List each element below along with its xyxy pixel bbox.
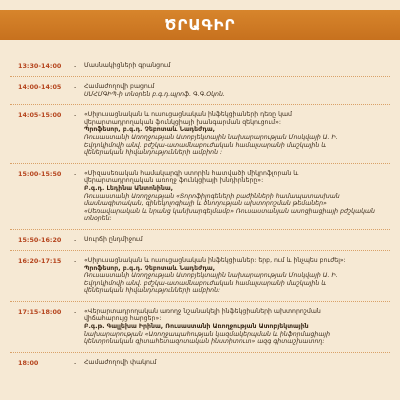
dash-marker: - (74, 62, 77, 70)
description-line: «Սիլուսացնական և ուսուցացնական ինֆեկցիաներ: երբ, ում և ինչպես բուժել»: (84, 256, 346, 264)
title-banner (0, 10, 400, 40)
schedule-description (84, 359, 390, 367)
dash-marker: - (74, 83, 77, 91)
schedule-time: 14:05-15:00 (18, 111, 62, 120)
schedule-row (0, 236, 400, 244)
description-line: Ռուսաստանի Առողջության Ատոբյեկտային նախարարության Մոսկվայի Ա. Ի. (84, 133, 338, 141)
schedule-time: 15:50-16:20 (18, 235, 62, 244)
description-line: Եվդոկիմովի անվ. բժշկա-ատամնաբուժական համալսարանի մաշկային և (84, 279, 327, 287)
description-line: վիճահարույց հարցեր»: (84, 315, 162, 323)
row-divider (10, 163, 390, 164)
schedule-row (0, 257, 400, 295)
dash-marker: - (74, 235, 77, 244)
description-line: Համաժողովի բացում (84, 83, 155, 90)
schedule-list (0, 46, 400, 367)
description-line: ՍՄՀՄԳԻՊ-ի տնօրեն բ.գ.դ.պրոֆ. Գ.Գ.Օկոն. (84, 90, 225, 98)
schedule-description (84, 111, 390, 157)
schedule-description (84, 257, 390, 295)
description-line: Մասնակիցների գրանցում (84, 62, 171, 69)
schedule-description (84, 236, 390, 244)
schedule-time: 13:30-14:00 (18, 62, 62, 70)
schedule-row (0, 359, 400, 367)
schedule-time: 17:15-18:00 (18, 307, 62, 316)
description-line: մասնագիտական, գինեկոլոգիայի և ծնողության ախտորոշման թեմաներ» (84, 200, 327, 208)
description-line: կենտրոնական գիտահետազոտական ինստիտուտ» ազգ գիտաշխատող: (84, 338, 325, 346)
dash-marker: - (74, 111, 77, 120)
description-line: «Սիլուսացնական և ուսուցացնական ինֆեկցիաների դեռը կամ (84, 111, 292, 119)
description-line: «Միզասեռական համակարգի ստորին հատվածի միկրոֆլորան և (84, 169, 299, 177)
row-divider (10, 76, 390, 77)
description-line: վերարտադրողական ֆունկցիայի խանգարման զեկուցում»: (84, 118, 281, 126)
row-divider (10, 301, 390, 302)
dash-marker: - (74, 256, 77, 265)
schedule-time: 15:00-15:50 (18, 169, 62, 178)
description-line: «Վերարտադրողական առողջ նշանակելի ինֆեկցիաների ախտորոշման (84, 307, 321, 315)
row-divider (10, 104, 390, 105)
description-line: վեներական հիվանդությունների ամբիոն : (84, 149, 223, 157)
schedule-row (0, 308, 400, 346)
dash-marker: - (74, 307, 77, 316)
row-divider (10, 229, 390, 230)
row-divider (10, 250, 390, 251)
description-line: տնօրեն: (84, 215, 112, 223)
description-line: Եվդոկիմովի անվ. բժշկա-ատամնաբուժական համալսարանի մաշկային և (84, 141, 327, 149)
schedule-description (84, 83, 390, 98)
speaker-name: Պրոֆեսոր, բ.գ.դ. Չեբոտաև Նադեժդա, (84, 264, 216, 272)
description-line: Ռուսաստանի Առողջության Ատոբյեկտային նախարարության Մոսկվայի Ա. Ի. (84, 272, 338, 280)
schedule-row (0, 62, 400, 70)
speaker-name: Բ.գ.թ. Գալլեխա Իրինա, Ռուսաստանի Առողջության Ատոբյեկտային (84, 323, 309, 331)
schedule-row (0, 83, 400, 98)
schedule-description (84, 62, 390, 70)
speaker-name: Բ.գ.դ. Լեդինա Անտոնինա, (84, 184, 174, 192)
description-line: Համաժողովի փակում (84, 358, 157, 366)
schedule-time: 18:00 (18, 358, 39, 367)
page-title: ԾՐԱԳԻՐ (164, 16, 236, 34)
schedule-description (84, 308, 390, 346)
description-line: «Սեռավարական և նրանց կանխարգելմամբ» Ռուսաստանյան ասոցիացիայի բժշկական (84, 207, 375, 215)
speaker-name: Պրոֆեսոր, բ.գ.դ. Չեբոտաև Նադեժդա, (84, 126, 216, 134)
schedule-row (0, 111, 400, 157)
schedule-row (0, 170, 400, 223)
dash-marker: - (74, 169, 77, 178)
description-line: վերարտադրողական առողջ ֆունկցիայի խնդիրները»: (84, 177, 264, 185)
description-line: Սուրճի ընդմիջում (84, 235, 143, 243)
description-line: Ռուսաստանի Առողջության «Տորոֆիլոգեների բաժինների համապատասխան (84, 192, 340, 200)
schedule-description (84, 170, 390, 223)
row-divider (10, 352, 390, 353)
dash-marker: - (74, 358, 77, 367)
schedule-time: 16:20-17:15 (18, 256, 62, 265)
description-line: նախարարության «Առողջապահության կազմակերպման և ինֆորմացիայի (84, 330, 331, 338)
schedule-time: 14:00-14:05 (18, 83, 62, 91)
description-line: վեներական հիվանդությունների ամբիոն: (84, 287, 221, 295)
